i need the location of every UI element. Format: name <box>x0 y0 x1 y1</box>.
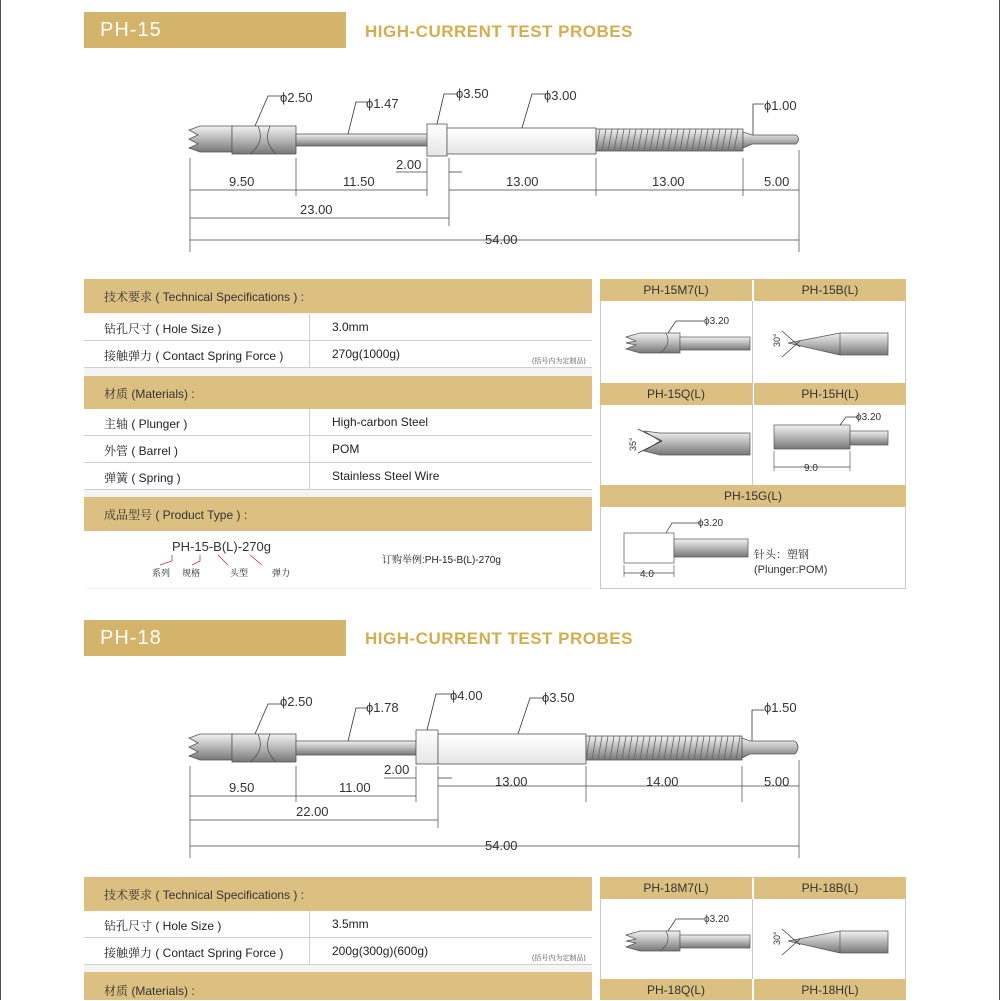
ph18-force-value: 200g(300g)(600g) <box>332 944 429 958</box>
ph18-mat-header <box>84 972 592 1000</box>
ph18-custom-note: (括号内为定制品) <box>532 955 586 962</box>
ph15-tip-m7-drawing <box>626 316 750 353</box>
ph15-tip-h-title: PH-15H(L) <box>754 383 906 405</box>
svg-text:4.0: 4.0 <box>640 569 654 580</box>
ph15-title-bar <box>84 12 346 48</box>
ph18-tip-m7-drawing <box>626 914 750 951</box>
ph18-len-total: 54.00 <box>485 838 518 853</box>
ph18-tip-m7-title: PH-18M7(L) <box>600 877 752 899</box>
svg-text:ϕ3.20: ϕ3.20 <box>704 914 730 925</box>
ph15-tip-drawings <box>600 301 906 591</box>
ph18-len-d: 14.00 <box>646 774 679 789</box>
ph15-tip-g-drawing <box>624 518 827 580</box>
ph15-mat-header <box>84 376 592 410</box>
ph15-force-row <box>84 341 592 368</box>
ph15-len-c: 13.00 <box>506 174 539 189</box>
ph18-len-sub: 22.00 <box>296 804 329 819</box>
ph18-hole-label: 钻孔尺寸 ( Hole Size ) <box>104 919 222 933</box>
ph18-tech-header-label: 技术要求 ( Technical Specifications ) : <box>104 888 305 902</box>
ph15-tech-header-label: 技术要求 ( Technical Specifications ) : <box>104 290 305 304</box>
ph15-len-sub: 23.00 <box>300 202 333 217</box>
ph15-plunger-row <box>84 409 592 436</box>
ph15-type-code: PH-15-B(L)-270g <box>172 539 271 554</box>
ph18-tip-h-title: PH-18H(L) <box>754 979 906 1000</box>
ph18-code: PH-18 <box>100 627 162 649</box>
ph18-subtitle: HIGH-CURRENT TEST PROBES <box>365 629 633 648</box>
svg-text:30°: 30° <box>772 333 782 347</box>
ph15-len-collar: 2.00 <box>396 157 422 172</box>
ph18-tip-drawings <box>600 899 906 979</box>
ph15-hole-row <box>84 314 592 341</box>
ph15-dim-end: ϕ1.00 <box>764 98 797 113</box>
ph15-probe-diagram <box>0 60 1000 260</box>
svg-text:ϕ3.20: ϕ3.20 <box>856 412 882 423</box>
ph15-dim-tip: ϕ2.50 <box>280 90 313 105</box>
svg-text:针头：塑钢: 针头：塑钢 <box>754 549 809 561</box>
ph15-type-head: 头型 <box>230 568 249 578</box>
ph15-tech-header <box>84 279 592 313</box>
ph15-tip-g-title: PH-15G(L) <box>600 485 906 507</box>
ph15-type-spec: 规格 <box>182 568 201 578</box>
ph15-force-label: 接触弹力 ( Contact Spring Force ) <box>104 349 284 363</box>
ph18-tip-b-title: PH-18B(L) <box>754 877 906 899</box>
ph15-dim-plunger: ϕ1.47 <box>366 96 399 111</box>
ph18-len-b: 11.00 <box>339 780 371 795</box>
ph15-spring-value: Stainless Steel Wire <box>332 469 440 483</box>
ph18-tip-b-drawing <box>772 929 888 955</box>
ph18-tip-q-title: PH-18Q(L) <box>600 979 752 1000</box>
ph15-type-series: 系列 <box>152 568 171 578</box>
ph18-len-collar: 2.00 <box>384 762 410 777</box>
svg-text:ϕ3.20: ϕ3.20 <box>704 316 730 327</box>
ph15-code: PH-15 <box>100 19 162 41</box>
ph15-dim-barrel: ϕ3.00 <box>544 88 577 103</box>
ph15-plunger-value: High-carbon Steel <box>332 415 429 429</box>
ph15-barrel-label: 外管 ( Barrel ) <box>104 444 179 458</box>
ph15-plunger-label: 主轴 ( Plunger ) <box>104 417 188 431</box>
svg-text:35°: 35° <box>628 437 638 451</box>
ph15-type-box <box>84 531 592 588</box>
ph15-len-a: 9.50 <box>229 174 255 189</box>
ph18-len-c: 13.00 <box>495 774 528 789</box>
ph18-len-a: 9.50 <box>229 780 255 795</box>
ph18-tech-header <box>84 877 592 911</box>
ph15-tip-b-title: PH-15B(L) <box>754 279 906 301</box>
ph15-barrel-row <box>84 436 592 463</box>
ph15-dim-collar: ϕ3.50 <box>456 86 489 101</box>
ph15-probe-body <box>189 124 799 156</box>
svg-text:9.0: 9.0 <box>804 463 818 474</box>
ph15-tip-h-drawing <box>774 412 888 474</box>
ph18-dim-tip: ϕ2.50 <box>280 694 313 709</box>
ph18-title-bar <box>84 620 346 656</box>
ph18-dim-end: ϕ1.50 <box>764 700 797 715</box>
ph18-force-row <box>84 938 592 965</box>
ph15-hole-label: 钻孔尺寸 ( Hole Size ) <box>104 322 222 336</box>
ph15-custom-note: (括号内为定制品) <box>532 358 586 365</box>
svg-text:ϕ3.20: ϕ3.20 <box>698 518 724 529</box>
ph15-tip-b-drawing <box>772 331 888 357</box>
ph15-type-force: 弹力 <box>272 568 291 578</box>
ph15-hole-value: 3.0mm <box>332 320 369 334</box>
ph18-hole-value: 3.5mm <box>332 917 369 931</box>
ph15-force-value: 270g(1000g) <box>332 347 401 361</box>
ph15-len-total: 54.00 <box>485 232 518 247</box>
ph15-type-header <box>84 497 592 531</box>
ph18-hole-row <box>84 911 592 938</box>
ph18-len-e: 5.00 <box>764 774 790 789</box>
ph15-spring-row <box>84 463 592 490</box>
ph18-dim-barrel: ϕ3.50 <box>542 690 575 705</box>
ph15-len-b: 11.50 <box>343 174 375 189</box>
ph15-barrel-value: POM <box>332 442 360 456</box>
ph15-spring-label: 弹簧 ( Spring ) <box>104 471 181 485</box>
ph15-tip-m7-title: PH-15M7(L) <box>600 279 752 301</box>
ph15-tip-q-drawing <box>628 429 750 455</box>
ph15-order-example: 订购举例:PH-15-B(L)-270g <box>382 555 501 566</box>
ph18-force-label: 接触弹力 ( Contact Spring Force ) <box>104 946 284 960</box>
ph18-dim-collar: ϕ4.00 <box>450 688 483 703</box>
ph18-probe-diagram <box>0 668 1000 868</box>
ph15-subtitle: HIGH-CURRENT TEST PROBES <box>365 22 633 41</box>
ph18-probe-body <box>189 730 798 764</box>
ph18-mat-header-label: 材质 (Materials) : <box>104 984 195 998</box>
ph15-len-e: 5.00 <box>764 174 790 189</box>
ph15-len-d: 13.00 <box>652 174 685 189</box>
ph15-tip-q-title: PH-15Q(L) <box>600 383 752 405</box>
svg-text:30°: 30° <box>772 931 782 945</box>
svg-text:(Plunger:POM): (Plunger:POM) <box>754 564 828 576</box>
ph18-dim-plunger: ϕ1.78 <box>366 700 399 715</box>
ph15-mat-header-label: 材质 (Materials) : <box>104 387 195 401</box>
ph15-type-header-label: 成品型号 ( Product Type ) : <box>104 508 248 522</box>
